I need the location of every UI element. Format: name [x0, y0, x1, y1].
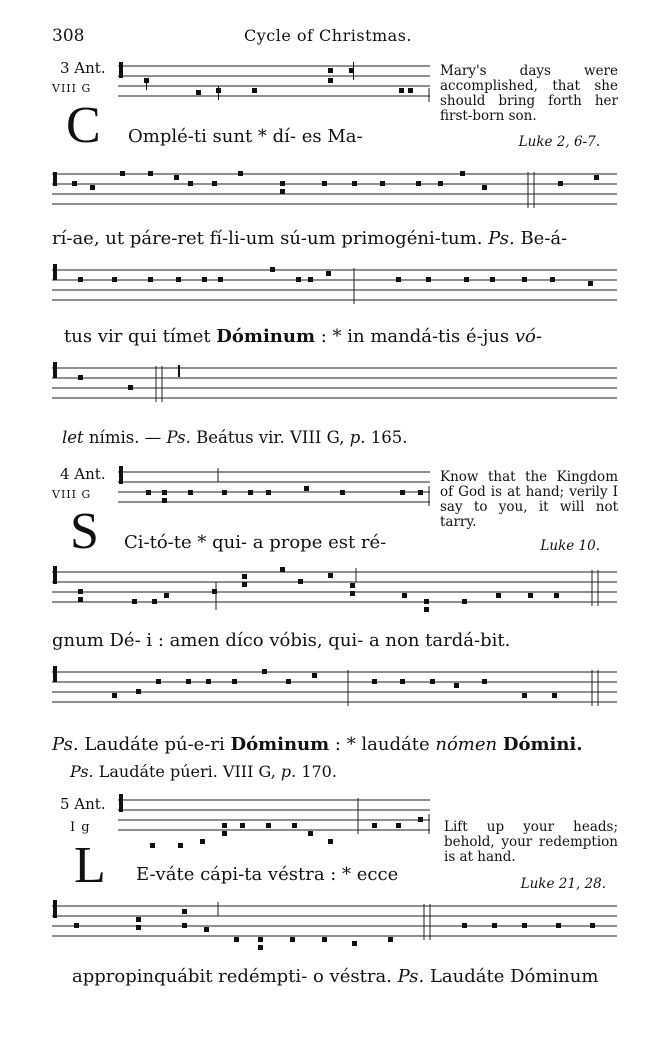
antiphon-3-translation: Mary's days were accomplished, that she should bring forth her first-born son. [440, 63, 618, 124]
antiphon-5-staff-1 [118, 794, 430, 854]
antiphon-4-staff-3 [52, 666, 617, 716]
antiphon-3-psalm-ref: let nímis. — Ps. Beátus vir. VIII G, p. 165. [62, 428, 408, 447]
antiphon-4-lyric-3: Ps. Laudáte pú-e-ri Dóminum : * laudáte nómen Dómini. [52, 734, 583, 755]
antiphon-5-translation: Lift up your heads; behold, your redemption is at hand. [444, 819, 618, 865]
antiphon-3-staff-2 [52, 168, 617, 212]
antiphon-5-citation: Luke 21, 28. [520, 876, 606, 892]
page-number: 308 [52, 26, 85, 46]
antiphon-5-initial: L [74, 837, 106, 894]
antiphon-4-mode: VIII G [52, 488, 92, 501]
antiphon-4-citation: Luke 10. [540, 538, 600, 554]
antiphon-5-label: 5 Ant. [60, 795, 106, 813]
antiphon-5-lyric-1: E-váte cápi-ta véstra : * ecce [136, 864, 399, 885]
antiphon-3-mode: VIII G [52, 82, 92, 95]
antiphon-5-lyric-2: appropinquábit redémpti- o véstra. Ps. Laudáte Dóminum [72, 966, 599, 987]
page-header [52, 26, 617, 48]
antiphon-4-initial: S [70, 503, 99, 560]
antiphon-5-mode: I g [70, 820, 91, 835]
antiphon-3-staff-1 [118, 62, 430, 102]
antiphon-4-staff-1 [118, 466, 430, 510]
antiphon-3-lyric-1: Omplé-ti sunt * dí- es Ma- [128, 126, 363, 147]
antiphon-5-staff-2 [52, 900, 617, 956]
antiphon-4-label: 4 Ant. [60, 465, 106, 483]
antiphon-4-lyric-2: gnum Dé- i : amen díco vóbis, qui- a non tardá-bit. [52, 630, 511, 651]
antiphon-3-label: 3 Ant. [60, 59, 106, 77]
antiphon-4-translation: Know that the Kingdom of God is at hand; verily I say to you, it will not tarry. [440, 469, 618, 530]
antiphon-4-lyric-1: Ci-tó-te * qui- a prope est ré- [124, 532, 387, 553]
antiphon-4-staff-2 [52, 566, 617, 616]
antiphon-3-lyric-2: rí-ae, ut páre-ret fí-li-um sú-um primogéni-tum. Ps. Be-á- [52, 228, 568, 249]
antiphon-3-initial: C [66, 97, 101, 154]
antiphon-4-psalm-ref: Ps. Laudáte púeri. VIII G, p. 170. [70, 762, 337, 781]
antiphon-3-staff-4 [52, 362, 617, 406]
running-head: Cycle of Christmas. [244, 26, 413, 45]
antiphon-3-lyric-3: tus vir qui tímet Dóminum : * in mandá-tis é-jus vó- [64, 326, 542, 347]
antiphon-3-staff-3 [52, 264, 617, 308]
antiphon-3-citation: Luke 2, 6-7. [518, 134, 600, 150]
